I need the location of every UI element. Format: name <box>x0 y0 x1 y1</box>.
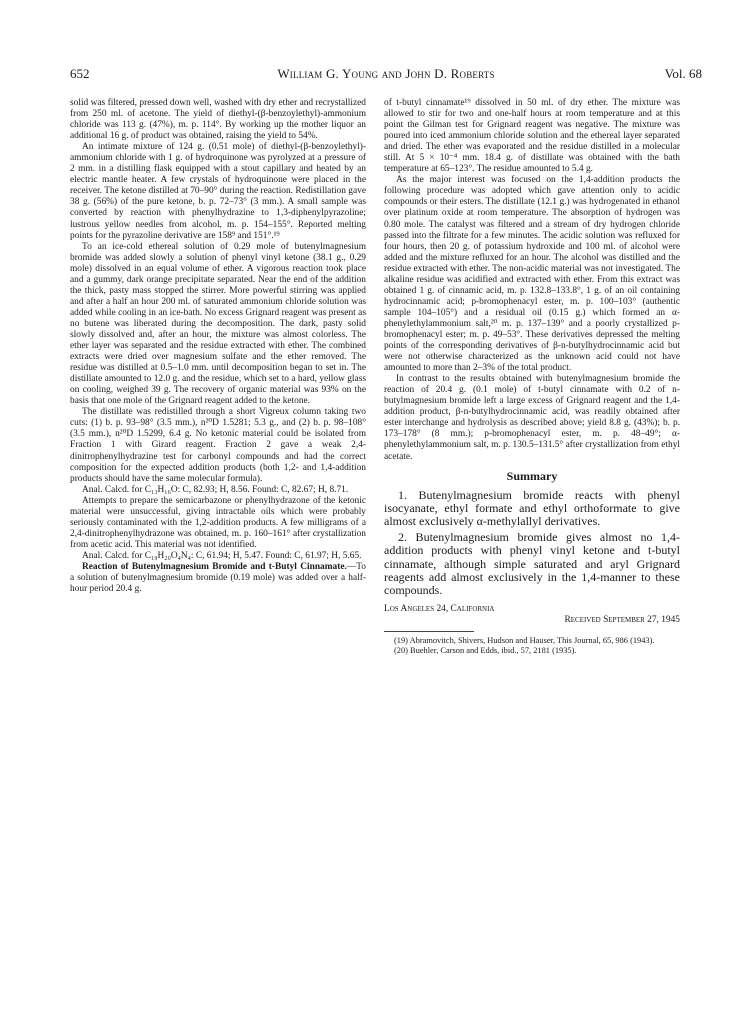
paragraph: As the major interest was focused on the 1,4-addition products the following procedure was adopted which gave attention only to acidic compounds or their esters. The distillate (12.1 g.) was hydrogenated in ethanol over platinum oxide at room temperature. The absorption of hydrogen was 0.80 mole. The catalyst was filtered and a stream of dry hydrogen chloride passed into the filtrate for a few minutes. The acidic solution was refluxed for four hours, then 20 g. of potassium hydroxide and 100 ml. of alcohol were added and the mixture refluxed for an hour. The alcohol was distilled and the residue extracted with ether. The non-acidic material was not investigated. The alkaline residue was acidified and extracted with ether. From this extract was obtained 1 g. of cinnamic acid, m. p. 132.8–133.8°, 1 g. of an oil containing hydrocinnamic acid; p-bromophenacyl ester, m. p. 100–103° (authentic sample 104–105°) and a residual oil (0.15 g.) which formed an α-phenylethylammonium salt,²⁰ m. p. 137–139° and a poorly crystallized p-bromophenacyl ester; m. p. 49–53°. These derivatives depressed the melting points of the corresponding derivatives of β-n-butylhydrocinnamic acid but were not otherwise characterized as the unknown acid could not have amounted to more than 2–3% of the total product. <box>384 175 680 374</box>
volume-label: Vol. 68 <box>664 66 702 81</box>
paragraph: An intimate mixture of 124 g. (0.51 mole) of diethyl-(β-benzoylethyl)-ammonium chloride with 1 g. of hydroquinone was pyrolyzed at a pressure of 2 mm. in a distilling flask equipped with a stout capillary and heated by an electric mantle heater. A few crystals of hydroquinone were placed in the receiver. The ketone distilled at 70–90° during the reaction. Redistillation gave 38 g. (56%) of the pure ketone, b. p. 72–73° (3 mm.). A small sample was converted by reaction with phenylhydrazine to 1,3-diphenylpyrazoline; lustrous yellow needles from alcohol, m. p. 154–155°. Reported melting points for the pyrazoline derivative are 158⁹ and 151°.¹⁹ <box>70 142 366 241</box>
left-column <box>70 98 366 595</box>
summary-section <box>384 489 680 598</box>
summary-heading: Summary <box>506 468 558 483</box>
right-column <box>384 98 680 656</box>
run-in-text: —To a solution of butenylmagnesium bromide (0.19 mole) was added over a half-hour period 20.4 g. <box>70 561 366 595</box>
paragraph: To an ice-cold ethereal solution of 0.29 mole of butenylmagnesium bromide was added slowly a solution of phenyl vinyl ketone (38.1 g., 0.29 mole) dissolved in an equal volume of ether. A vigorous reaction took place and a gummy, dark orange precipitate separated. Near the end of the addition the thick, pasty mass stopped the stirrer. More powerful stirring was applied and after a half an hour 200 ml. of saturated ammonium chloride solution was added while cooling in an ice-bath. No excess Grignard reagent was present as no butene was liberated during the decomposition. The dark, pasty solid slowly dissolved and, after an hour, the mixture was almost colorless. The ether layer was separated and the residue extracted with ether. The combined extracts were dried over magnesium sulfate and the ether removed. The residue was distilled at 0.5–1.0 mm. until decomposition began to set in. The distillate amounted to 12.0 g. and the residue, which set to a hard, yellow glass on cooling, weighed 39 g. The recovery of organic material was 93% on the basis that one mole of the Grignard reagent added to the ketone. <box>70 241 366 407</box>
author-address: Los Angeles 24, California <box>384 603 495 614</box>
running-title: William G. Young and John D. Roberts <box>277 66 495 81</box>
analysis-line: Anal. Calcd. for C₁₉H₂₀O₄N₄: C, 61.94; H, 5.47. Found: C, 61.97; H, 5.65. <box>82 550 362 561</box>
received-date: Received September 27, 1945 <box>564 614 680 625</box>
footnote: (19) Abramovitch, Shivers, Hudson and Hauser, This Journal, 65, 986 (1943). <box>394 635 655 645</box>
paragraph: Attempts to prepare the semicarbazone or phenylhydrazone of the ketonic material were unsuccessful, giving intractable oils which were probably seriously contaminated with the 1,2-addition products. A few milligrams of a 2,4-dinitrophenylhydrazone was obtained, m. p. 160–161° after crystallization from acetic acid. This material was not identified. <box>70 495 366 550</box>
paragraph: of t-butyl cinnamate¹⁹ dissolved in 50 ml. of dry ether. The mixture was allowed to stir for two and one-half hours at room temperature and at this point the Gilman test for Grignard reagent was negative. The mixture was poured into iced ammonium chloride solution and the ethereal layer separated and dried. The ether was evaporated and the residue distilled in a molecular still. At 5 × 10⁻⁴ mm. 18.4 g. of distillate was obtained with the bath temperature at 65–123°. The residue amounted to 5.4 g. <box>384 98 680 175</box>
paragraph: In contrast to the results obtained with butenylmagnesium bromide the reaction of 20.4 g. (0.1 mole) of t-butyl cinnamate with 0.2 of n-butylmagnesium bromide left a large excess of Grignard reagent and the 1,4-addition product, β-n-butylhydrocinnamic acid, was readily obtained after ester interchange and hydrolysis as described above; yield 8.8 g. (43%); b. p. 173–178° (8 mm.); p-bromophenacyl ester, m. p. 48–49°; α-phenylethylammonium salt, m. p. 130.5–131.5° after crystallization from ethyl acetate. <box>384 374 680 462</box>
paragraph: solid was filtered, pressed down well, washed with dry ether and recrystallized from 250 ml. of acetone. The yield of diethyl-(β-benzoylethyl)-ammonium chloride was 113 g. (47%), m. p. 114°. By working up the mother liquor an additional 16 g. of product was obtained, raising the yield to 54%. <box>70 98 366 142</box>
page-number: 652 <box>70 66 90 81</box>
footnote-rule <box>384 631 474 632</box>
summary-item: 2. Butenylmagnesium bromide gives almost no 1,4-addition products with phenyl vinyl ketone and t-butyl cinnamate, although simple saturated and aryl Grignard reagents add almost exclusively in the 1,4-manner to these compounds. <box>384 529 680 598</box>
paragraph: The distillate was redistilled through a short Vigreux column taking two cuts: (1) b. p. 93–98° (3.5 mm.), n²⁰D 1.5281; 5.3 g., and (2) b. p. 98–108° (3.5 mm.), n²⁰D 1.5299, 6.4 g. No ketonic material could be isolated from Fraction 1 with Girard reagent. Fraction 2 gave a weak 2,4-dinitrophenylhydrazine test for carbonyl compounds and had the correct composition for the expected addition products (both 1,2- and 1,4-addition products should have the same molecular formula). <box>70 407 366 484</box>
analysis-line: Anal. Calcd. for C₁₃H₁₆O: C, 82.93; H, 8.56. Found: C, 82.67; H, 8.71. <box>82 484 349 495</box>
page-header <box>70 66 702 82</box>
summary-item: 1. Butenylmagnesium bromide reacts with phenyl isocyanate, ethyl formate and ethyl orthoformate to give almost exclusively α-methylallyl derivatives. <box>384 487 680 529</box>
footnote: (20) Buehler, Carson and Edds, ibid., 57, 2181 (1935). <box>394 645 577 655</box>
run-in-heading: Reaction of Butenylmagnesium Bromide and t-Butyl Cinnamate. <box>82 561 347 572</box>
section-paragraph <box>70 562 366 595</box>
